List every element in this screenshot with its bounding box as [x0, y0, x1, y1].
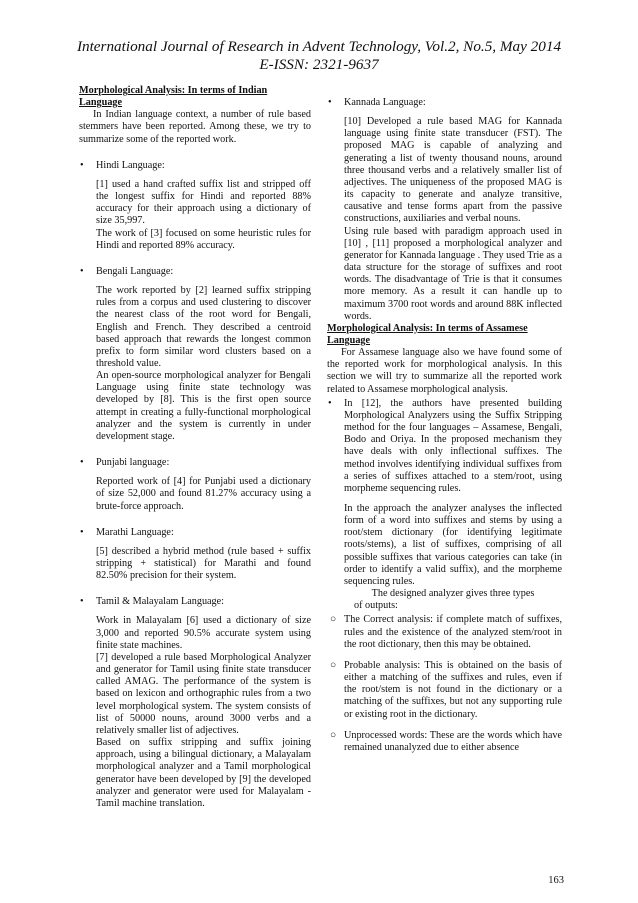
- bullet-punjabi: [79, 457, 311, 469]
- left-column: [79, 85, 311, 810]
- journal-header: [0, 38, 638, 74]
- paragraph: Work in Malayalam [6] used a dictionary of size 3,000 and reported 90.5% accurate system using finite state machines.: [96, 615, 311, 651]
- punjabi-body: [79, 476, 311, 512]
- intro-paragraph: In Indian language context, a number of rule based stemmers have been reported. Among these, we try to summarize some of the reported work.: [79, 109, 311, 145]
- bullet-icon: •: [80, 526, 84, 538]
- bullet-icon: •: [328, 97, 332, 108]
- section-heading-indian: Morphological Analysis: In terms of Indian Language: [79, 85, 268, 109]
- bullet-kannada: [327, 97, 562, 109]
- paragraph: The designed analyzer gives three types: [371, 588, 535, 600]
- output-item-unprocessed: [327, 730, 562, 754]
- journal-title: International Journal of Research in Advent Technology, Vol.2, No.5, May 2014: [76, 38, 562, 55]
- bullet-assamese-12: [327, 398, 562, 613]
- bullet-tamil-malayalam: [79, 596, 311, 608]
- journal-issn: E-ISSN: 2321-9637: [259, 56, 379, 73]
- section-heading-assamese: Morphological Analysis: In terms of Assamese Language: [327, 322, 528, 346]
- paragraph: The work of [3] focused on some heuristic rules for Hindi and reported 89% accuracy.: [96, 227, 311, 251]
- paragraph: [5] described a hybrid method (rule based + suffix stripping + statistical) for Marathi and found 82.50% precision for their system.: [96, 545, 311, 582]
- bullet-title: Punjabi language:: [96, 457, 170, 469]
- right-column: [327, 85, 562, 754]
- bullet-marathi: [79, 527, 311, 539]
- bengali-body: [79, 285, 311, 443]
- paragraph: of outputs:: [354, 600, 398, 612]
- bullet-title: Bengali Language:: [96, 265, 174, 277]
- paragraph: [1] used a hand crafted suffix list and stripped off the longest suffix for Hindi and reported 88% accuracy for their approach using a dictionary of size 35,997.: [96, 178, 311, 227]
- circle-bullet-icon: ○: [330, 614, 337, 626]
- page-number: 163: [548, 875, 564, 886]
- marathi-body: [79, 546, 311, 582]
- paragraph: The work reported by [2] learned suffix stripping rules from a corpus and used clustering to discover the nearest class of the root word for Bengali, English and French. They described a centroid based approach that rewards the longest common prefix to form similar word clusters based on a threshold value.: [96, 285, 311, 369]
- bullet-bengali: [79, 266, 311, 278]
- bullet-title: Tamil & Malayalam Language:: [96, 596, 224, 608]
- paragraph: Reported work of [4] for Punjabi used a dictionary of size 52,000 and found 81.27% accuracy using a brute-force approach.: [96, 476, 311, 512]
- paragraph: In the approach the analyzer analyses the inflected form of a word into suffixes and stems by using a root/stem dictionary (for identifying legitimate roots/stems), a list of suffixes, comprising of all possible suffixes that various categories can take (in order to identify a valid suffix), and the morpheme sequencing rules.: [344, 503, 562, 587]
- paragraph: The Correct analysis: if complete match of suffixes, rules and the existence of the analyzed stem/root in the root dictionary, then this may be obtained.: [344, 614, 562, 650]
- paragraph: [10] Developed a rule based MAG for Kannada language using finite state transducer (FST). The proposed MAG is capable of analyzing and generating a list of twenty thousand nouns, around three thousand verbs and a relatively smaller list of adjectives. The uniqueness of the proposed MAG is its capacity to generate and analyze transitive, causative and tense forms apart from the passive constructions, auxiliaries and verbal nouns.: [344, 116, 562, 225]
- bullet-icon: •: [80, 457, 84, 469]
- circle-bullet-icon: ○: [330, 659, 337, 671]
- tamil-body: [79, 615, 311, 810]
- bullet-title: Marathi Language:: [96, 526, 174, 538]
- bullet-title: Hindi Language:: [96, 159, 165, 171]
- circle-bullet-icon: ○: [330, 729, 337, 741]
- kannada-body: [327, 116, 562, 323]
- paragraph: Using rule based with paradigm approach used in [10] , [11] proposed a morphological analyzer and generator for Kannada language . They used Trie as a data structure for the storage of suffixes and root words. The disadvantage of Trie is that it consumes more memory. As a result it can handle up to maximum 3700 root words and around 88K inflected words.: [344, 225, 562, 322]
- hindi-body: [79, 179, 311, 252]
- output-item-probable: [327, 660, 562, 721]
- bullet-title: Kannada Language:: [344, 97, 426, 108]
- paragraph: [7] developed a rule based Morphological Analyzer and generator for Tamil using finite state transducer called AMAG. The performance of the system is based on lexicon and orthographic rules from a two level morphological system. The system consists of list of 50000 nouns, around 3000 verbs and a relatively smaller list of adjectives.: [96, 651, 311, 736]
- paragraph: An open-source morphological analyzer for Bengali Language using finite state technology was developed by [8]. This is the first open source attempt in creating a fully-functional morphological analyzer and the system is currently in under development stage.: [96, 370, 311, 442]
- paragraph: Unprocessed words: These are the words which have remained unanalyzed due to either absence: [344, 729, 562, 753]
- bullet-icon: •: [80, 596, 84, 608]
- bullet-icon: •: [328, 397, 332, 409]
- bullet-icon: •: [80, 159, 84, 171]
- bullet-hindi: [79, 160, 311, 172]
- paragraph: Probable analysis: This is obtained on the basis of either a matching of the suffixes and rules, even if the root/stem is not found in the dictionary or a matching of the suffixes, but not any supporting rule or existing root in the dictionary.: [344, 659, 562, 720]
- paragraph: In [12], the authors have presented building Morphological Analyzers using the Suffix Stripping method for the four languages – Assamese, Bengali, Bodo and Oriya. In the proposed mechanism they have deals with only inflectional suffixes. The method involves identifying individual suffixes from a series of suffixes attached to a stem/root, using morpheme sequencing rules.: [344, 397, 562, 494]
- paragraph: Based on suffix stripping and suffix joining approach, using a bilingual dictionary, a Malayalam morphological analyzer and a Tamil morphological generator have been developed by [9] the developed analyzer and generator were used for Malayalam - Tamil machine translation.: [96, 737, 311, 809]
- bullet-icon: •: [80, 265, 84, 277]
- output-item-correct: [327, 614, 562, 650]
- assamese-intro: For Assamese language also we have found some of the reported work for morphological analysis. In this section we will try to summarize all the reported work related to Assamese morphological analysis.: [327, 347, 562, 395]
